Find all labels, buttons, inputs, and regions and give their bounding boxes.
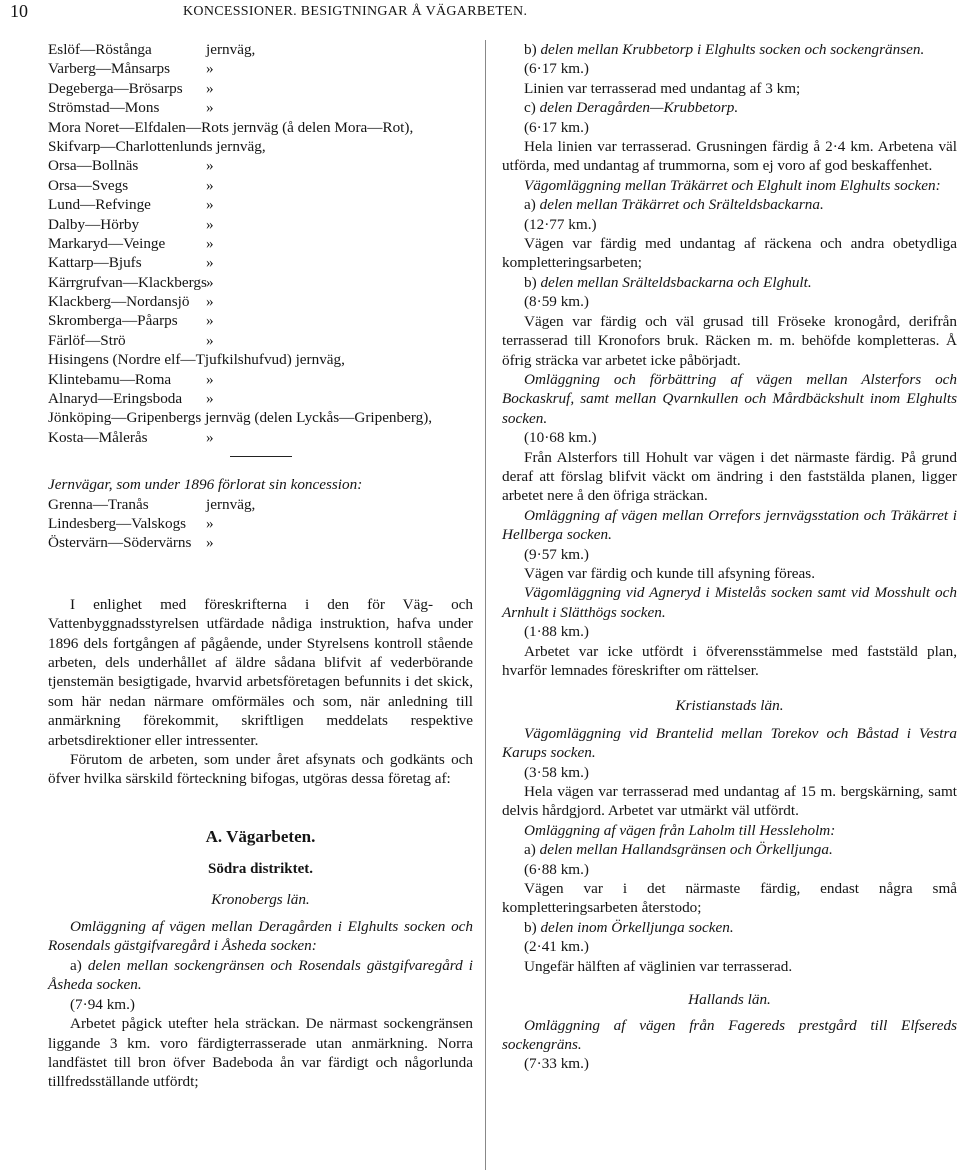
project-title: Omläggning af vägen från Laholm till Hessleholm:: [524, 821, 836, 839]
railway-name: Kosta—Målerås: [48, 428, 148, 446]
railway-row: [48, 215, 473, 234]
running-title: KONCESSIONER. BESIGTNINGAR Å VÄGARBETEN.: [183, 4, 528, 19]
railway-type: »: [206, 312, 214, 330]
county-heading: Kristianstads län.: [675, 697, 784, 715]
railway-type: »: [206, 534, 214, 552]
railway-row: [48, 273, 473, 292]
railway-row: [48, 118, 473, 137]
railway-row: [48, 331, 473, 350]
project-subsection: a) delen mellan Hallandsgränsen och Örkelljunga.: [524, 841, 833, 859]
page-header: [0, 0, 960, 30]
railway-name: Varberg—Månsarps: [48, 60, 171, 78]
project-subsection: b) delen mellan Krubbetorp i Elghults socken och sockengränsen.: [524, 41, 925, 58]
railway-row: [48, 234, 473, 253]
project-status: Vägen var i det närmaste färdig, endast några små kompletteringsarbeten återstodo;: [502, 880, 957, 917]
intro-paragraph-1: I enlighet med föreskrifterna i den för Väg- och Vattenbyggnadsstyrelsen utfärdade nådiga instruktion, hafva under 1896 dels fortgången af pågående, under Styrelsens kontroll stående arbeten, dels underhållet af äldre sådana blifvit af vederbörande tjenstemän besigtigade, hvarvid arbetsföretagen befunnits i det skick, som här nedan närmare omförmäles och som, när anledning till anmärkning förekommit, skriftligen meddelats respektive arbetsdirektioner eller intressenter.: [48, 595, 473, 749]
project-title: Omläggning och förbättring af vägen mellan Alsterfors och Bockaskruf, samt mellan Qvarnkullen och Mårdbäckshult inom Elghults socken.: [502, 370, 957, 427]
project-status: Hela vägen var terrasserad med undantag af 15 m. bergskärning, samt delvis hårdgjord. Arbetet var utmärkt väl utfördt.: [502, 783, 957, 820]
railway-row: [48, 514, 473, 533]
project-status: Vägen var färdig och väl grusad till Fröseke kronogård, derifrån terrasserad till Kronofors bruk. Räcken m. m. behöfde kompletteras. Å öfrig sträcka var arbetet icke påbörjadt.: [502, 312, 957, 369]
railway-type: jernväg,: [206, 41, 256, 58]
project-length: (6·17 km.): [524, 118, 589, 136]
railway-row: [48, 79, 473, 98]
project-status: Arbetet pågick utefter hela sträckan. De närmast sockengränsen liggande 3 km. voro färdigterrasserade utan anmärkning. Norra landfästet till bron öfver Badeboda ån var färdigt och någorlunda tillfredsställande utfördt;: [48, 1015, 473, 1091]
railway-type: »: [206, 254, 214, 272]
railway-row: [48, 59, 473, 78]
project-length: (6·88 km.): [524, 860, 589, 878]
project-status: Ungefär hälften af väglinien var terrasserad.: [524, 957, 793, 975]
railway-name: Markaryd—Veinge: [48, 234, 166, 252]
project-length: (7·94 km.): [70, 995, 135, 1013]
project-title: Vägomläggning vid Agneryd i Mistelås socken samt vid Mosshult och Arnhult i Slätthögs socken.: [502, 584, 957, 621]
project-length: (9·57 km.): [524, 545, 589, 563]
railway-type: »: [206, 331, 214, 349]
railway-name: Strömstad—Mons: [48, 99, 160, 117]
district-heading: Södra distriktet.: [208, 861, 313, 878]
project-length: (12·77 km.): [524, 215, 597, 233]
railway-type: »: [206, 428, 214, 446]
railway-type: »: [206, 390, 214, 408]
railway-name: Alnaryd—Eringsboda: [48, 390, 183, 408]
project-title: Vägomläggning mellan Träkärret och Elghult inom Elghults socken:: [524, 176, 941, 194]
project-length: (3·58 km.): [524, 763, 589, 781]
railway-full-line: Skifvarp—Charlottenlunds jernväg,: [48, 137, 266, 155]
railway-row: [48, 408, 473, 427]
railway-row: [48, 389, 473, 408]
railway-type: »: [206, 79, 214, 97]
railway-name: Eslöf—Röstånga: [48, 41, 152, 58]
railway-type: »: [206, 215, 214, 233]
railway-name: Färlöf—Strö: [48, 331, 126, 349]
county-heading: Kronobergs län.: [211, 890, 310, 908]
project-title: Vägomläggning vid Brantelid mellan Torekov och Båstad i Vestra Karups socken.: [502, 724, 957, 762]
railway-full-line: Jönköping—Gripenbergs jernväg (delen Lyckås—Gripenberg),: [48, 409, 433, 427]
project-length: (1·88 km.): [524, 623, 589, 641]
railway-name: Klackberg—Nordansjö: [48, 293, 190, 311]
project-length: (10·68 km.): [524, 429, 597, 447]
page-number: 10: [10, 1, 28, 21]
project-length: (7·33 km.): [524, 1055, 589, 1073]
railway-name: Orsa—Svegs: [48, 176, 129, 194]
railway-row: [48, 292, 473, 311]
project-title: Omläggning af vägen mellan Deragården i Elghults socken och Rosendals gästgifvaregård i Åsheda socken:: [48, 918, 473, 955]
project-title: Omläggning af vägen mellan Orrefors jernvägsstation och Träkärret i Hellberga socken.: [502, 506, 957, 544]
railway-name: Klintebamu—Roma: [48, 370, 172, 388]
project-status: Vägen var färdig och kunde till afsyning föreas.: [524, 564, 815, 582]
lost-concessions-heading: Jernvägar, som under 1896 förlorat sin koncession:: [48, 476, 363, 494]
project-length: (8·59 km.): [524, 293, 589, 311]
railway-row: [48, 253, 473, 272]
project-subsection: c) delen Deragården—Krubbetorp.: [524, 99, 739, 117]
right-column: [502, 40, 957, 1074]
railway-type: »: [206, 370, 214, 388]
railway-full-line: Mora Noret—Elfdalen—Rots jernväg (å delen Mora—Rot),: [48, 118, 414, 136]
railway-name: Orsa—Bollnäs: [48, 157, 139, 175]
railway-row: [48, 195, 473, 214]
railway-type: »: [206, 196, 214, 214]
railway-row: [48, 176, 473, 195]
railway-row: [48, 156, 473, 175]
lost-concessions-list: [48, 495, 473, 553]
project-subsection: a) delen mellan sockengränsen och Rosendals gästgifvaregård i Åsheda socken.: [48, 956, 473, 994]
railway-type: »: [206, 234, 214, 252]
county-heading: Hallands län.: [688, 991, 771, 1009]
railway-name: Degeberga—Brösarps: [48, 79, 183, 97]
section-heading: A. Vägarbeten.: [205, 826, 316, 846]
railway-row: [48, 370, 473, 389]
railway-row: [48, 137, 473, 156]
railway-name: Lindesberg—Valskogs: [48, 515, 187, 532]
railway-type: »: [206, 293, 214, 311]
railway-type: »: [206, 99, 214, 117]
railway-name: Östervärn—Södervärns: [48, 534, 192, 552]
railway-type: »: [206, 176, 214, 194]
intro-paragraph-2: Förutom de arbeten, som under året afsynats och godkänts och öfver hvilka särskild förteckning bifogas, utgöras dessa företag af:: [48, 751, 473, 788]
railway-row: [48, 40, 473, 59]
railway-row: [48, 495, 473, 514]
railway-name: Lund—Refvinge: [48, 196, 151, 214]
railway-type: »: [206, 60, 214, 78]
project-length: (6·17 km.): [524, 60, 589, 78]
railway-row: [48, 350, 473, 369]
railway-list: [48, 40, 473, 447]
section-separator: [230, 456, 292, 457]
project-subsection: a) delen mellan Träkärret och Srälteldsbackarna.: [524, 196, 824, 214]
left-column: [48, 40, 473, 1092]
railway-full-line: Hisingens (Nordre elf—Tjufkilshufvud) jernväg,: [48, 351, 345, 369]
railway-name: Kattarp—Bjufs: [48, 254, 142, 272]
project-status: Vägen var färdig med undantag af räckena och andra obetydliga kompletteringsarbeten;: [502, 235, 957, 272]
railway-name: Kärrgrufvan—Klackbergs: [48, 273, 207, 291]
railway-name: Dalby—Hörby: [48, 215, 140, 233]
project-status: Från Alsterfors till Hohult var vägen i det närmaste färdig. På grund deraf att förslag blifvit väckt om ändring i den faststälda planen, ligger arbetet nere å den öfriga sträckan.: [502, 448, 957, 505]
railway-type: »: [206, 515, 214, 532]
column-divider: [485, 40, 486, 1170]
project-status: Arbetet var icke utfördt i öfverensstämmelse med faststäld plan, hvarför lemnades föreskrifter om rättelser.: [502, 642, 957, 679]
project-status: Hela linien var terrasserad. Grusningen färdig å 2·4 km. Arbetena väl utförda, med undantag af trummorna, som ej voro af god beskaffenhet.: [502, 138, 957, 175]
railway-row: [48, 428, 473, 447]
railway-name: Skromberga—Påarps: [48, 312, 178, 330]
project-length: (2·41 km.): [524, 938, 589, 956]
railway-type: »: [206, 157, 214, 175]
railway-row: [48, 98, 473, 117]
project-title: Omläggning af vägen från Fagereds prestgård till Elfsereds sockengräns.: [502, 1016, 957, 1053]
project-status: Linien var terrasserad med undantag af 3 km;: [524, 79, 801, 97]
railway-name: Grenna—Tranås: [48, 495, 149, 513]
project-subsection: b) delen inom Örkelljunga socken.: [524, 918, 734, 936]
project-subsection: b) delen mellan Srälteldsbackarna och Elghult.: [524, 273, 812, 291]
railway-row: [48, 311, 473, 330]
railway-type: jernväg,: [206, 495, 256, 513]
railway-row: [48, 533, 473, 552]
railway-type: »: [206, 273, 214, 291]
